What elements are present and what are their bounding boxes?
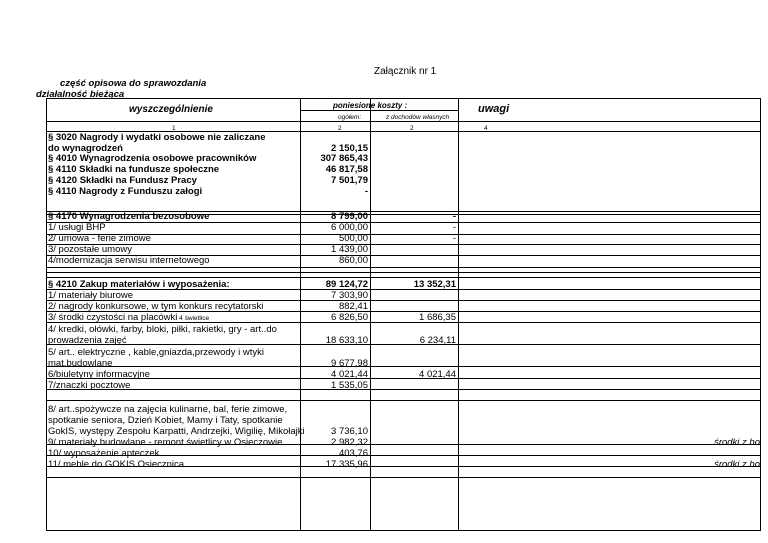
own-income-value: 1 686,35 — [419, 312, 456, 323]
total-value: 2 982,32 — [331, 437, 368, 448]
total-value: 9 677,98 — [331, 358, 368, 369]
column-number: 4 — [484, 125, 488, 132]
row-label: 10/ wyposażenie apteczek — [48, 448, 160, 459]
grid-line — [46, 400, 761, 401]
header-notes: uwagi — [478, 103, 510, 115]
row-label: § 4210 Zakup materiałów i wyposażenia: — [48, 279, 230, 290]
grid-line — [46, 277, 761, 278]
row-label: § 4010 Wynagrodzenia osobowe pracowników — [48, 153, 257, 164]
row-label: 1/ materiały biurowe — [48, 290, 134, 301]
total-value: - — [364, 186, 368, 197]
column-number: 2 — [338, 125, 342, 132]
row-label: 2/ umowa - ferie zimowe — [48, 233, 151, 244]
row-label: spotkanie seniora, Dzień Kobiet, Mamy i Taty, spotkanie — [48, 415, 283, 426]
grid-line — [46, 234, 761, 235]
own-income-value: 4 021,44 — [419, 369, 456, 380]
total-value: 6 826,50 — [331, 312, 368, 323]
total-value: 1 439,00 — [331, 244, 368, 255]
row-label: 5/ art.. elektryczne , kable,gniazda,przewody i wtyki — [48, 347, 264, 358]
total-value: 307 865,43 — [320, 153, 368, 164]
total-value: 2 150,15 — [331, 143, 368, 154]
own-income-value: - — [452, 211, 456, 222]
total-value: 7 303,90 — [331, 290, 368, 301]
grid-line — [46, 378, 761, 379]
note-value: środki z bo — [714, 459, 760, 470]
column-number: 2 — [410, 125, 414, 132]
row-label: 7/znaczki pocztowe — [48, 380, 131, 391]
header-costs: poniesione koszty : — [333, 101, 408, 110]
row-label: prowadzenia zajęć — [48, 335, 127, 346]
total-value: 6 000,00 — [331, 222, 368, 233]
grid-line — [46, 222, 761, 223]
total-value: 882,41 — [338, 301, 368, 312]
total-value: 3 736,10 — [331, 426, 368, 437]
row-label: § 4110 Nagrody z Funduszu załogi — [48, 186, 203, 197]
grid-line — [46, 244, 761, 245]
section-title: część opisowa do sprawozdania — [60, 78, 207, 89]
row-label: § 4170 Wynagrodzenia bezosobowe — [48, 211, 210, 222]
annex-label: Załącznik nr 1 — [374, 66, 437, 77]
row-label: 11/ meble do GOKIS Osiecznica — [48, 459, 185, 470]
section-subtitle: działalność bieżąca — [36, 89, 125, 100]
grid-line — [46, 530, 761, 531]
grid-line — [46, 366, 761, 367]
total-value: 17 335,96 — [325, 459, 368, 470]
row-label: GokIS, występy Zespołu Karpatti, Andrzejki, Wigilię, Mikołajki — [48, 426, 305, 437]
own-income-value: 6 234,11 — [419, 335, 456, 346]
row-label: 9/ materiały budowlane - remont świetlicy w Osieczowie — [48, 437, 283, 448]
row-label: 3/ pozostałe umowy — [48, 244, 132, 255]
grid-line — [46, 267, 761, 268]
row-label: § 3020 Nagrody i wydatki osobowe nie zaliczane — [48, 132, 266, 143]
grid-line — [46, 389, 761, 390]
row-label: 4/modernizacja serwisu internetowego — [48, 255, 210, 266]
total-value: 46 817,58 — [325, 164, 368, 175]
own-income-value: - — [452, 233, 456, 244]
grid-line — [46, 477, 761, 478]
total-value: 403,76 — [338, 448, 368, 459]
own-income-value: - — [452, 222, 456, 233]
row-label: 2/ nagrody konkursowe, w tym konkurs recytatorski — [48, 301, 264, 312]
total-value: 4 021,44 — [331, 369, 368, 380]
header-total: ogółem: — [338, 114, 362, 121]
total-value: 1 535,05 — [331, 380, 368, 391]
header-spec: wyszczególnienie — [129, 104, 213, 115]
grid-line — [46, 98, 761, 99]
own-income-value: 13 352,31 — [413, 279, 456, 290]
note-value: środki z bo — [714, 437, 760, 448]
row-label: 1/ usługi BHP — [48, 222, 106, 233]
grid-line — [46, 344, 761, 345]
total-value: 860,00 — [338, 255, 368, 266]
row-label: 6/biuletyny informacyjne — [48, 369, 150, 380]
row-label: do wynagrodzeń — [48, 143, 123, 154]
total-value: 8 799,00 — [331, 211, 368, 222]
row-label: 8/ art..spożywcze na zajęcia kulinarne, bal, ferie zimowe, — [48, 404, 288, 415]
row-label: § 4120 Składki na Fundusz Pracy — [48, 175, 197, 186]
row-label: mat.budowlane — [48, 358, 113, 369]
row-label: 3/ środki czystości na placówki 4 świetlice — [48, 312, 210, 323]
row-label-note: 4 świetlice — [177, 315, 210, 322]
grid-line — [46, 272, 761, 273]
total-value: 7 501,79 — [331, 175, 368, 186]
total-value: 500,00 — [338, 233, 368, 244]
total-value: 18 633,10 — [325, 335, 368, 346]
row-label: 4/ kredki, ołówki, farby, bloki, piłki, rakietki, gry - art..do — [48, 324, 277, 335]
column-number: 1 — [172, 125, 176, 132]
header-own: z dochodów własnych — [386, 114, 450, 121]
total-value: 89 124,72 — [325, 279, 368, 290]
row-label: § 4110 Składki na fundusze społeczne — [48, 164, 220, 175]
